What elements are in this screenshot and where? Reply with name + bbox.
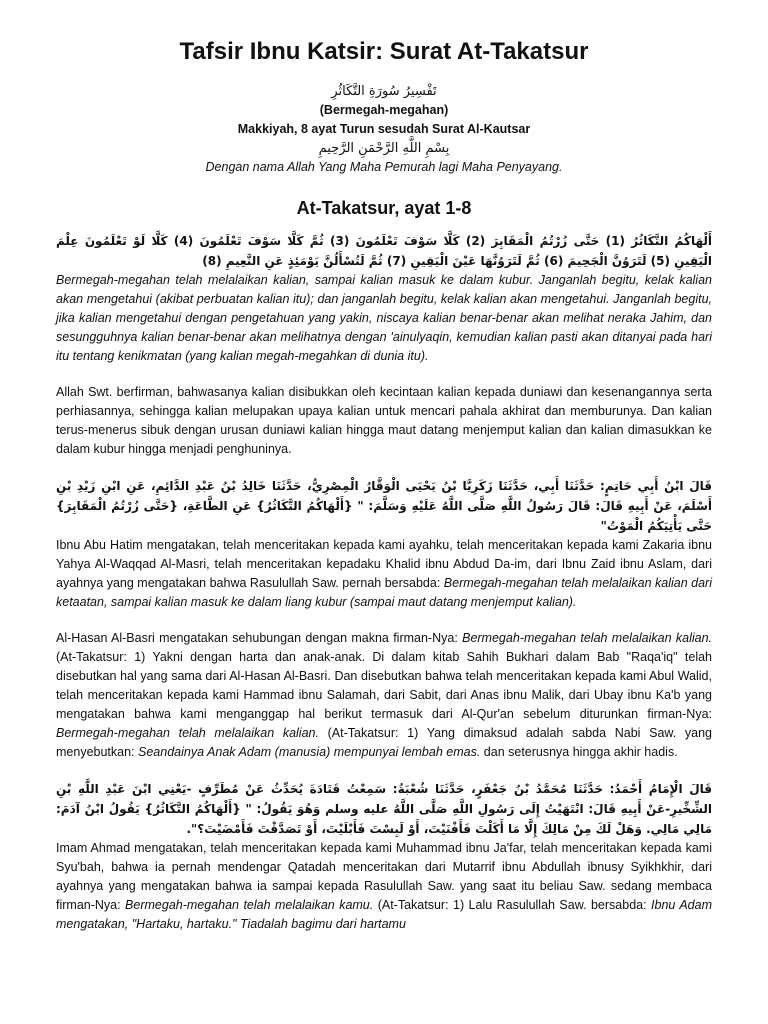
section-heading: At-Takatsur, ayat 1-8 (296, 198, 472, 218)
quoted-hadith-translation: Bermegah-megahan telah melalaikan kalian dari ketaatan, sampai kalian masuk ke dalam liang kubur (sampai maut datang menjemput kalian). (56, 576, 712, 609)
document-title: Tafsir Ibnu Katsir: Surat At-Takatsur (179, 38, 589, 65)
hadith-arabic-2: قَالَ الْإِمَامُ أَحْمَدُ: حَدَّثَنَا مُحَمَّدُ بْنُ جَعْفَرٍ، حَدَّثَنَا شُعْبَةُ: سَمِعْتُ قَتَادَةَ يُحَدِّثُ عَنْ مُطَرِّفٍ -يَعْنِي ابْنَ عَبْدِ اللَّهِ بْنِ الشِّخِّيرِ-عَنْ أَبِيهِ قَالَ: انْتَهَيْتُ إِلَى رَسُولِ اللَّهِ صَلَّى اللَّهُ عليه وسلم وَهُوَ يَقُولُ: " {أَلْهَاكُمُ التَّكَاثُرُ} يَقُولُ ابْنُ آدَمَ: مَالِي مَالِي. وَهَلْ لَكَ مِنْ مَالِكَ إِلَّا مَا أَكَلْتَ فَأَفْنَيْتَ، أَوْ لَبِسْتَ فَأَبْلَيْتَ، أَوْ تَصَدَّقْتَ فَأَمْضَيْتَ؟". (56, 782, 712, 836)
ayat-arabic-text: أَلْهَاكُمُ التَّكَاثُرُ (1) حَتَّى زُرْتُمُ الْمَقَابِرَ (2) كَلَّا سَوْفَ تَعْلَمُونَ (3) ثُمَّ كَلَّا سَوْفَ تَعْلَمُونَ (4) كَلَّا لَوْ تَعْلَمُونَ عِلْمَ الْيَقِينِ (5) لَتَرَوُنَّ الْجَحِيمَ (6) ثُمَّ لَتَرَوُنَّهَا عَيْنَ الْيَقِينِ (7) ثُمَّ لَتُسْأَلُنَّ يَوْمَئِذٍ عَنِ النَّعِيمِ (8) (56, 234, 712, 268)
paragraph-text: Ibnu Abu Hatim mengatakan, telah menceritakan kepada kami ayahku, telah menceritakan kepada kami Zakaria ibnu Yahya Al-Waqqad Al-Masri, telah menceritakan kepadaku Khalid ibnu Abdud Da-im, dari Ibnu Zaid ibnu Aslam, dari ayahnya yang mengatakan bahwa Rasulullah Saw. pernah bersabda: (56, 538, 712, 590)
commentary-paragraph-1: Allah Swt. berfirman, bahwasanya kalian disibukkan oleh kecintaan kalian kepada duniawi dan kesenangannya serta perhiasannya, sehingga kalian melupakan upaya kalian untuk mencari pahala akhirat dan memburunya. Dan kalian terus-menerus sibuk dengan urusan duniawi kalian hingga maut datang menjemput kalian dan kalian dimasukkan ke dalam kubur hingga menjadi penghuninya. (56, 385, 712, 456)
paragraph-text: Al-Hasan Al-Basri mengatakan sehubungan dengan makna firman-Nya: (56, 631, 463, 645)
paragraph-text: (At-Takatsur: 1) Yang dimaksud adalah sabda Nabi Saw. yang menyebutkan: (56, 726, 713, 759)
surah-subtitle: (Bermegah-megahan) (319, 103, 449, 117)
commentary-paragraph-2 (56, 536, 712, 612)
paragraph-text: dan seterusnya hingga akhir hadis. (480, 745, 678, 759)
arabic-surah-title: تَفْسِيرُ سُورَةِ التَّكَاثُرِ (331, 84, 437, 99)
paragraph-text: Imam Ahmad mengatakan, telah menceritakan kepada kami Muhammad ibnu Ja'far, telah menceritakan kepada kami Syu'bah, bahwa ia pernah mendengar Qatadah menceritakan dari Mutarrif ibnu Abdullah ibnusy Syikhkhir, dari ayahnya yang mengatakan bahwa ia sampai kepada Rasulullah Saw. yang saat itu beliau Saw. sedang membaca firman-Nya: (56, 841, 712, 912)
quoted-verse: Bermegah-megahan telah melalaikan kamu. (125, 898, 374, 912)
quoted-verse: Bermegah-megahan telah melalaikan kalian. (56, 726, 319, 740)
surah-info: Makkiyah, 8 ayat Turun sesudah Surat Al-Kautsar (237, 122, 531, 136)
basmalah-translation: Dengan nama Allah Yang Maha Pemurah lagi Maha Penyayang. (205, 160, 563, 174)
ayat-translation: Bermegah-megahan telah melalaikan kalian, sampai kalian masuk ke dalam kubur. Janganlah begitu, kelak kalian akan mengetahui (akibat perbuatan kalian itu); dan janganlah begitu, kelak kalian akan mengetahui. Janganlah begitu, jika kalian mengetahui dengan pengetahuan yang yakin, niscaya kalian benar-benar akan melihat neraka Jahim, dan sesungguhnya kalian benar-benar akan melihatnya dengan 'ainulyaqin, kemudian kalian pasti akan ditanyai pada hari itu tentang kenikmatan (yang kalian megah-megahkan di dunia itu). (56, 273, 712, 363)
quoted-verse: Bermegah-megahan telah melalaikan kalian. (462, 631, 712, 645)
commentary-paragraph-3 (56, 629, 712, 762)
paragraph-text: (At-Takatsur: 1) Yakni dengan harta dan anak-anak. Di dalam kitab Sahih Bukhari dalam Bab "Raqa'iq" telah disebutkan hal yang sama dari Al-Hasan Al-Basri. Dan disebutkan bahwa telah menceritakan kepada kami Abul Walid, telah menceritakan kepada kami Hammad ibnu Salamah, dari Sabit, dari Anas ibnu Malik, dari Ubay ibnu Ka'b yang mengatakan bahwa kami menganggap hal berikut termasuk dari Al-Qur'an sebelum diturunkan firman-Nya: (56, 650, 712, 721)
quoted-hadith: Ibnu Adam mengatakan, "Hartaku, hartaku." Tiadalah bagimu dari hartamu (56, 898, 712, 931)
quoted-hadith: Seandainya Anak Adam (manusia) mempunyai lembah emas. (138, 745, 481, 759)
hadith-arabic-1: قَالَ ابْنُ أَبِي حَاتِمٍ: حَدَّثَنَا أَبِي، حَدَّثَنَا زَكَرِيَّا بْنُ يَحْيَى الْوَقَّارُ الْمِصْرِيُّ، حَدَّثَنَا خَالِدُ بْنُ عَبْدِ الدَّائِمِ، عَنِ ابْنِ زَيْدِ بْنِ أَسْلَمَ، عَنْ أَبِيهِ قَالَ: قَالَ رَسُولُ اللَّهِ صَلَّى اللَّهُ عَلَيْهِ وَسَلَّمَ: " {أَلْهَاكُمُ التَّكَاثُرُ} عَنِ الطَّاعَةِ، {حَتَّى زُرْتُمُ الْمَقَابِرَ} حَتَّى يَأْتِيَكُمُ الْمَوْتُ" (56, 479, 712, 533)
basmalah-arabic: بِسْمِ اللَّهِ الرَّحْمَنِ الرَّحِيمِ (318, 141, 450, 156)
commentary-paragraph-4 (56, 839, 712, 934)
paragraph-text: (At-Takatsur: 1) Lalu Rasulullah Saw. bersabda: (373, 898, 652, 912)
